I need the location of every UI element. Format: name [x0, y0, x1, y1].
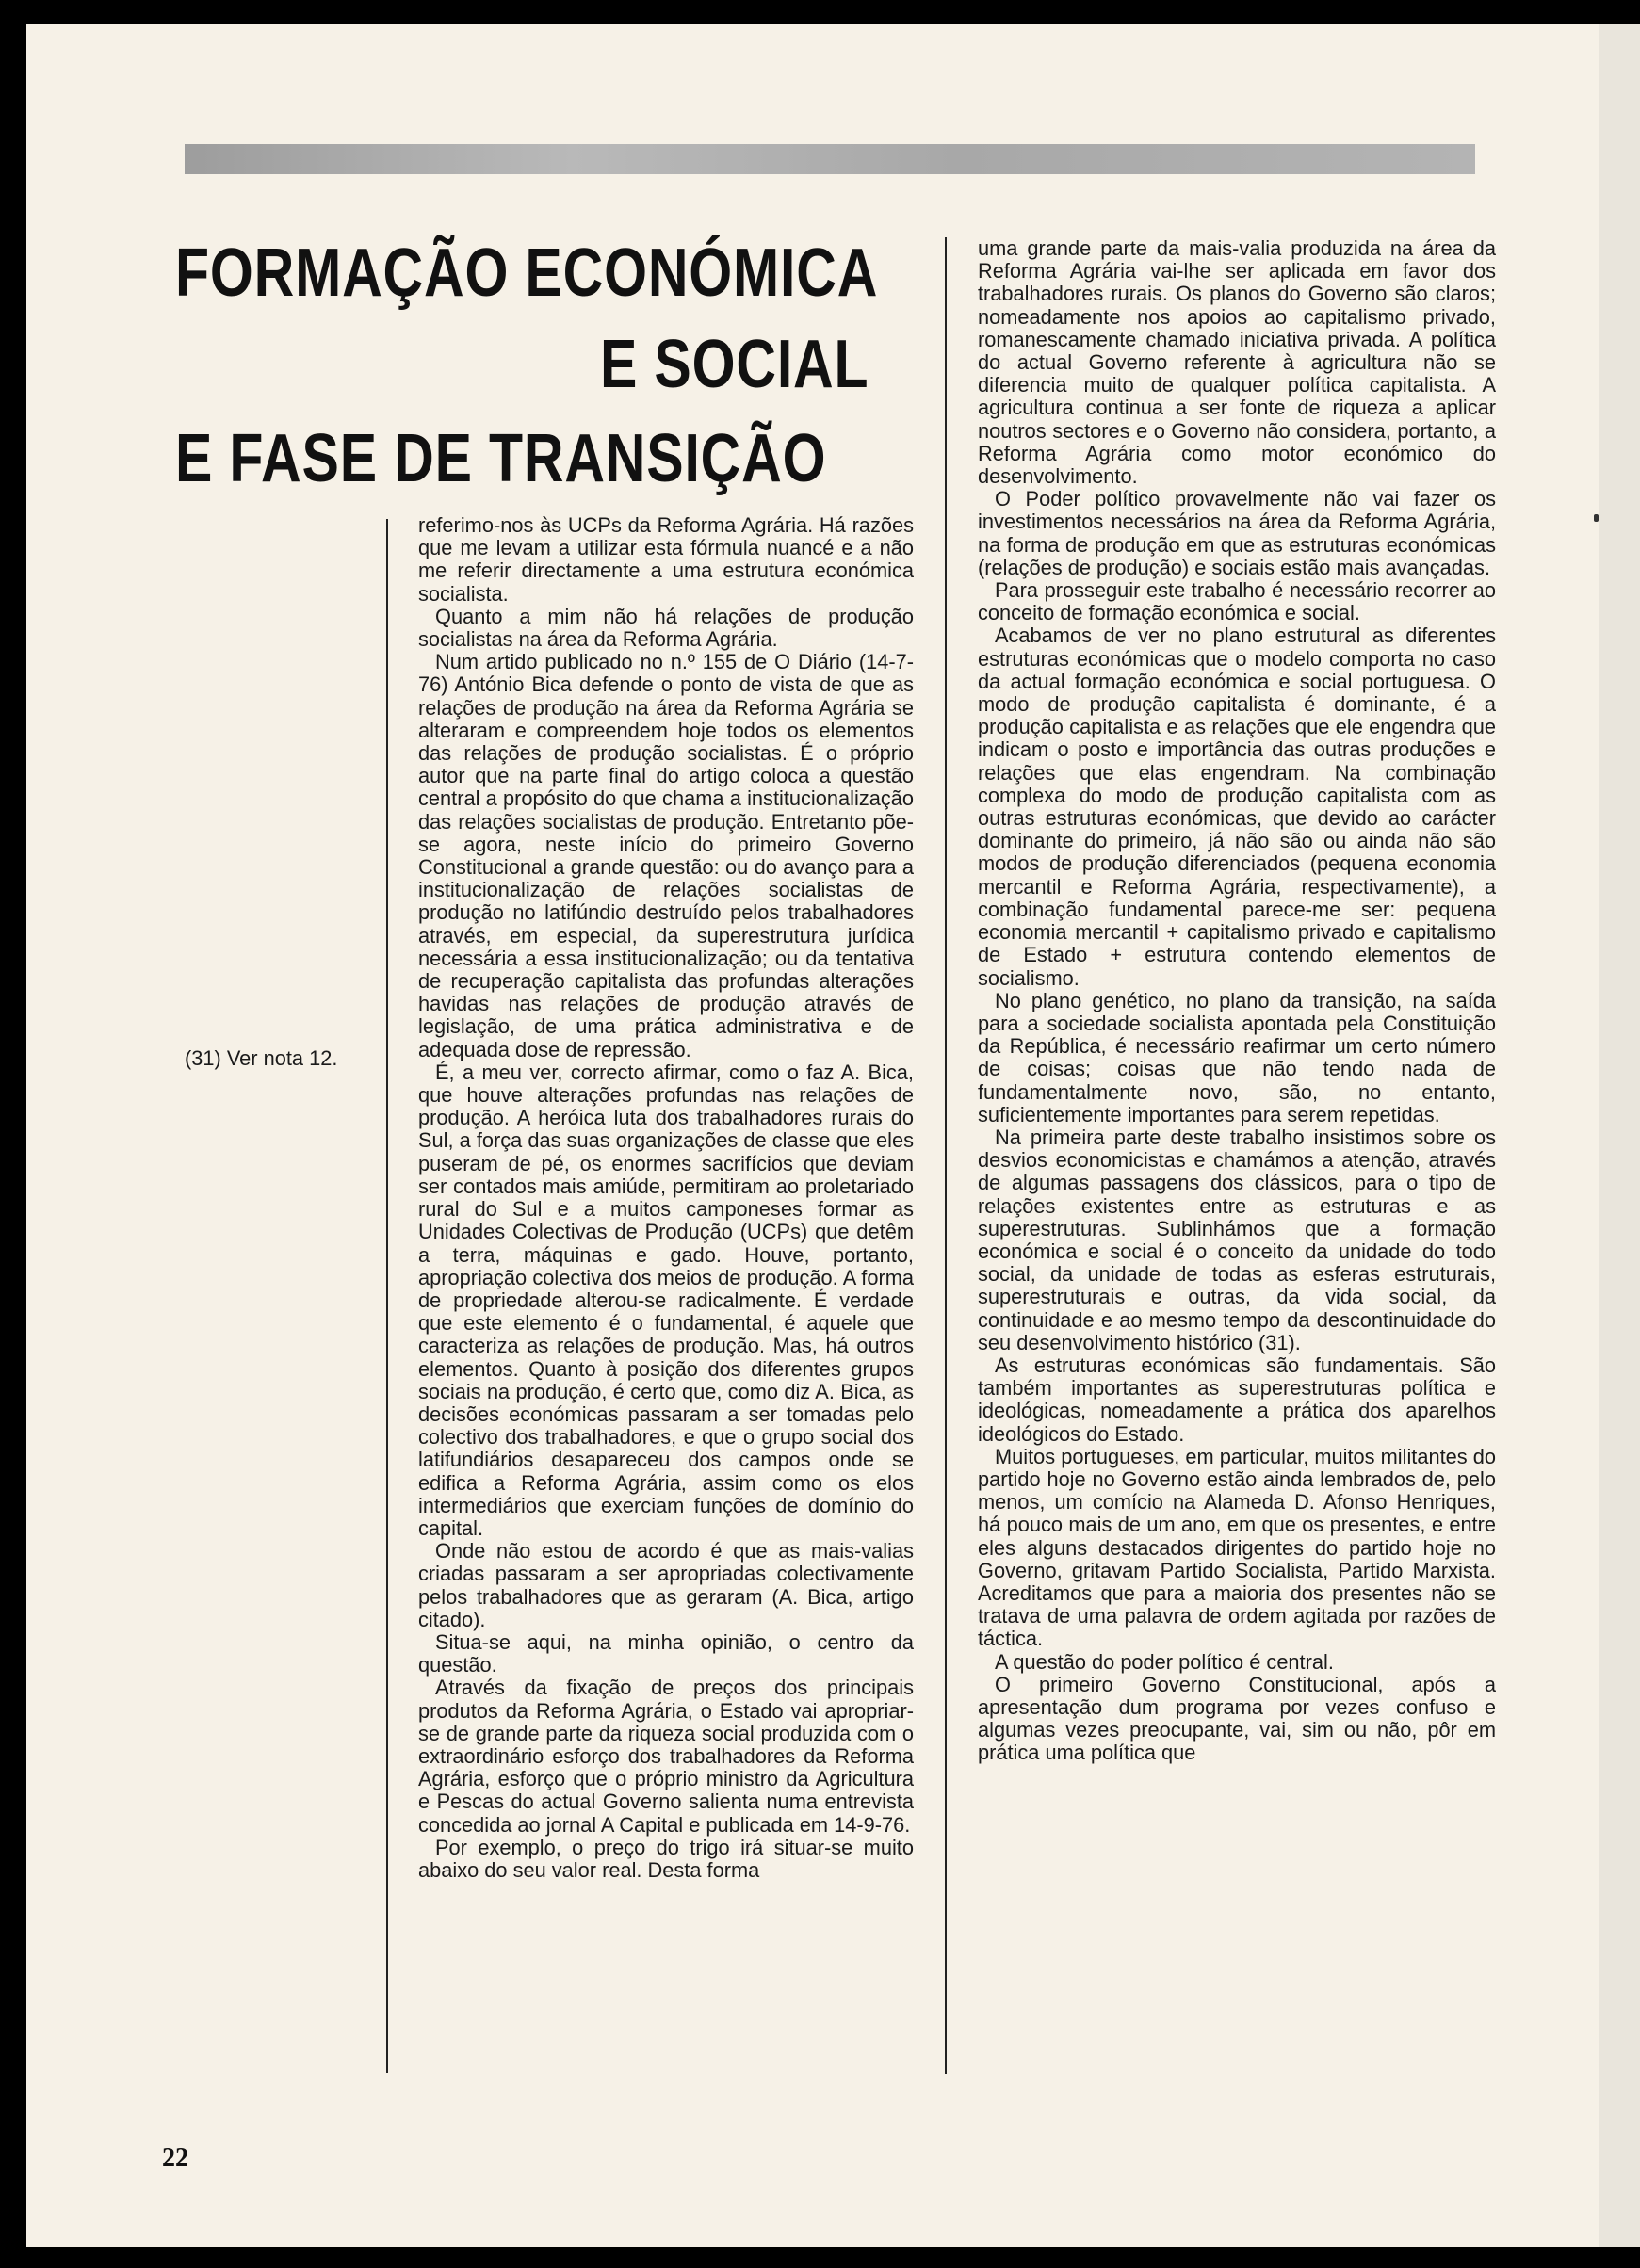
column-rule-right [945, 237, 947, 2074]
paragraph: Na primeira parte deste trabalho insistimos sobre os desvios economicistas e chamámos a atenção, através de algumas passagens dos clássicos, para o tipo de relações existentes entre as estruturas e as superestruturas. Sublinhámos que a formação económica e social é o conceito da unidade do todo social, da unidade de todas as esferas estruturais, superestruturais e outras, da vida social, da continuidade e ao mesmo tempo da descontinuidade do seu desenvolvimento histórico (31). [978, 1125, 1496, 1354]
paragraph: Num artido publicado no n.º 155 de O Diário (14-7-76) António Bica defende o ponto de vista de que as relações de produção na área da Reforma Agrária se alteraram e compreendem hoje todos os elementos das relações de produção socialistas. É o próprio autor que na parte final do artigo coloca a questão central a propósito do que chama a institucionalização das relações socialistas de produção. Entretanto põe-se agora, neste início do primeiro Governo Constitucional a grande questão: ou do avanço para a institucionalização de relações socialistas de produção no latifúndio destruído pelos trabalhadores através, em especial, da superestrutura jurídica necessária a essa institucionalização; ou da tentativa de recuperação capitalista das profundas alterações havidas nas relações de produção através de legislação, de uma prática administrativa e de adequada dose de repressão. [418, 650, 914, 1061]
paragraph: Muitos portugueses, em particular, muitos militantes do partido hoje no Governo estão ainda lembrados de, pelo menos, um comício na Alameda D. Afonso Henriques, há pouco mais de um ano, em que os presentes, e entre eles alguns destacados dirigentes do partido hoje no Governo, gritavam Partido Socialista, Partido Marxista. Acreditamos que para a maioria dos presentes não se tratava de uma palavra de ordem agitada por razões de táctica. [978, 1444, 1496, 1651]
footnote: (31) Ver nota 12. [185, 1046, 338, 1070]
title-line-3: E FASE DE TRANSIÇÃO [175, 421, 827, 496]
paragraph: uma grande parte da mais-valia produzida na área da Reforma Agrária vai-lhe ser aplicada em favor dos trabalhadores rurais. Os planos do Governo são claros; nomeadamente nos apoios ao capitalismo privado, romanescamente chamado iniciativa privada. A política do actual Governo referente à agricultura não se diferencia muito de qualquer política capitalista. A agricultura continua a ser fonte de riqueza a aplicar noutros sectores e o Governo não considera, portanto, a Reforma Agrária como motor económico do desenvolvimento. [978, 236, 1496, 489]
magazine-page [26, 24, 1599, 2247]
title-line-2: E SOCIAL [600, 327, 869, 402]
column-rule-left [386, 519, 388, 2073]
paragraph: As estruturas económicas são fundamentais. São também importantes as superestruturas política e ideológicas, nomeadamente a prática dos aparelhos ideológicos do Estado. [978, 1353, 1496, 1446]
middle-column [418, 514, 914, 1882]
paragraph: Para prosseguir este trabalho é necessário recorrer ao conceito de formação económica e social. [978, 578, 1496, 625]
paragraph: Por exemplo, o preço do trigo irá situar-se muito abaixo do seu valor real. Desta forma [418, 1835, 914, 1882]
paragraph: O Poder político provavelmente não vai fazer os investimentos necessários na área da Reforma Agrária, na forma de produção em que as estruturas económicas (relações de produção) e sociais estão mais avançadas. [978, 487, 1496, 579]
paragraph: referimo-nos às UCPs da Reforma Agrária. Há razões que me levam a utilizar esta fórmula nuancé e a não me referir directamente a uma estrutura económica socialista. [418, 513, 914, 606]
paragraph: É, a meu ver, correcto afirmar, como o faz A. Bica, que houve alterações profundas nas relações de produção. A heróica luta dos trabalhadores rurais do Sul, a força das suas organizações de classe que eles puseram de pé, os enormes sacrifícios que deviam ser contados mais amiúde, permitiram ao proletariado rural do Sul e a muitos camponeses formar as Unidades Colectivas de Produção (UCPs) que detêm a terra, máquinas e gado. Houve, portanto, apropriação colectiva dos meios de produção. A forma de propriedade alterou-se radicalmente. É verdade que este elemento é o fundamental, é aquele que caracteriza as relações de produção. Mas, há outros elementos. Quanto à posição dos diferentes grupos sociais na produção, é certo que, como diz A. Bica, as decisões económicas passaram a ser tomadas pelo colectivo dos trabalhadores, e que o grupo social dos latifundiários desapareceu dos campos onde se edifica a Reforma Agrária, assim como os elos intermediários que exerciam funções de domínio do capital. [418, 1060, 914, 1540]
page-edge [1599, 24, 1640, 2247]
paragraph: No plano genético, no plano da transição, na saída para a sociedade socialista apontada pela Constituição da República, é necessário reafirmar um certo número de coisas; coisas que não tendo nada de fundamentalmente novo, são, no entanto, suficientemente importantes para serem repetidas. [978, 988, 1496, 1126]
paragraph: O primeiro Governo Constitucional, após a apresentação dum programa por vezes confuso e algumas vezes preocupante, vai, sim ou não, pôr em prática uma política que [978, 1672, 1496, 1765]
paragraph: Através da fixação de preços dos principais produtos da Reforma Agrária, o Estado vai apropriar-se de grande parte da riqueza social produzida com o extraordinário esforço dos trabalhadores da Reforma Agrária, esforço que o próprio ministro da Agricultura e Pescas do actual Governo salienta numa entrevista concedida ao jornal A Capital e publicada em 14-9-76. [418, 1676, 914, 1837]
paragraph: Onde não estou de acordo é que as mais-valias criadas passaram a ser apropriadas colectivamente pelos trabalhadores que as geraram (A. Bica, artigo citado). [418, 1539, 914, 1631]
title-line-1: FORMAÇÃO ECONÓMICA [175, 235, 879, 311]
paragraph: Acabamos de ver no plano estrutural as diferentes estruturas económicas que o modelo comporta no caso da actual formação económica e social portuguesa. O modo de produção capitalista é dominante, é a produção capitalista e as relações que ele engendra que indicam o posto e importância das outras produções e relações que elas engendram. Na combinação complexa do modo de produção capitalista com as outras estruturas económicas, que devido ao carácter dominante do primeiro, já não são ou ainda não são modos de produção diferenciados (pequena economia mercantil e Reforma Agrária, respectivamente), a combinação fundamental parece-me ser: pequena economia mercantil + capitalismo privado e capitalismo de Estado + estrutura contendo elementos de socialismo. [978, 624, 1496, 990]
paragraph: Quanto a mim não há relações de produção socialistas na área da Reforma Agrária. [418, 604, 914, 652]
paragraph: A questão do poder político é central. [995, 1649, 1334, 1674]
print-speck [1594, 514, 1599, 522]
page-number: 22 [162, 2144, 188, 2173]
right-column [978, 237, 1496, 1765]
paragraph: Situa-se aqui, na minha opinião, o centro da questão. [418, 1629, 914, 1677]
section-header-bar [185, 144, 1475, 174]
